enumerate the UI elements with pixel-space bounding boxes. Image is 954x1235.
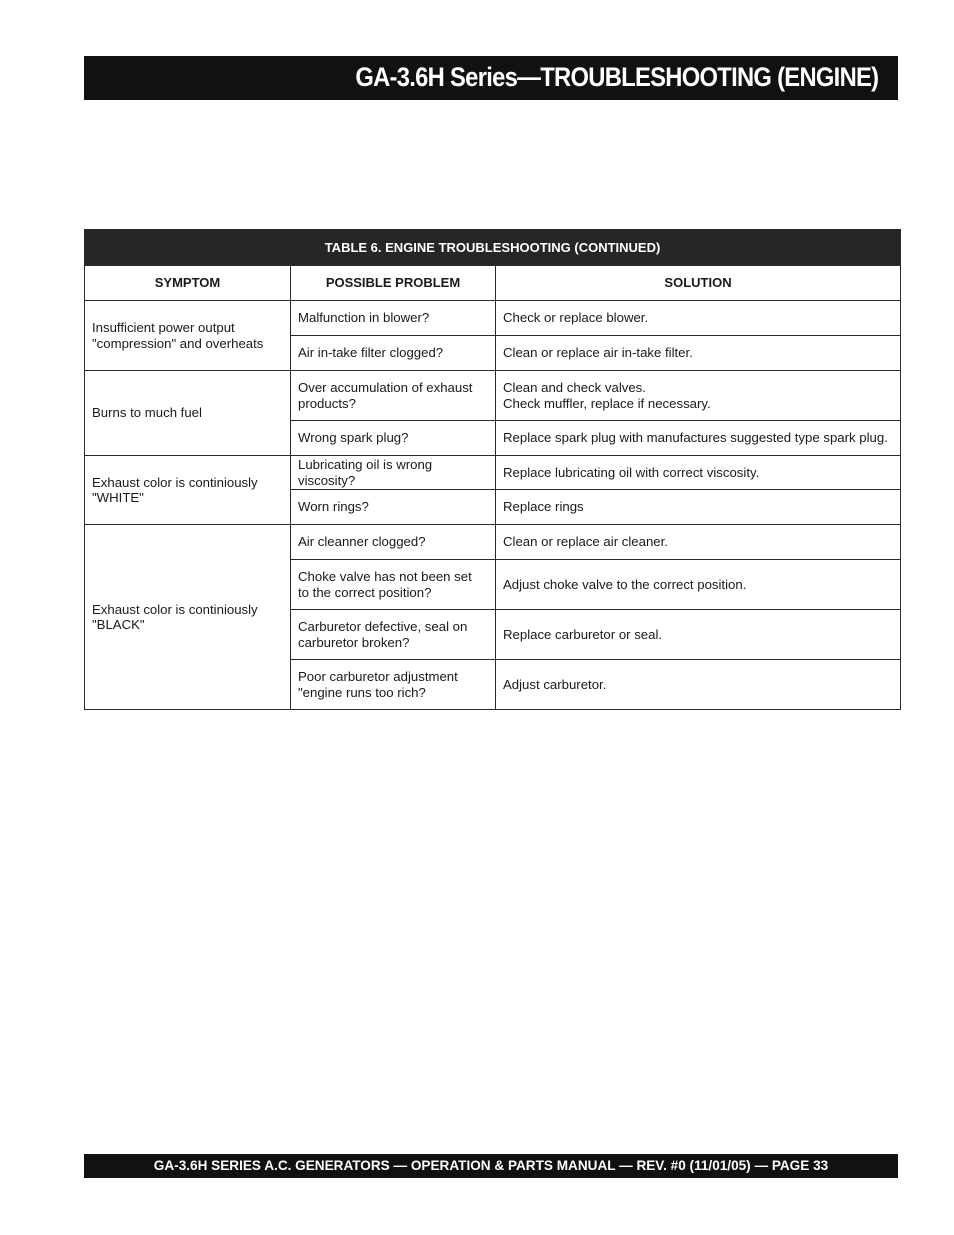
problem-cell	[291, 301, 496, 336]
symptom-cell	[85, 456, 291, 525]
solution-cell	[496, 456, 901, 490]
problem-cell	[291, 421, 496, 456]
symptom-cell	[85, 525, 291, 710]
table-caption: TABLE 6. ENGINE TROUBLESHOOTING (CONTINUED)	[85, 230, 901, 266]
problem-text: "engine runs too rich?	[298, 684, 426, 700]
problem-text: Lubricating oil is wrong	[298, 457, 433, 472]
solution-text: Clean and check valves.	[503, 380, 646, 395]
symptom-text: Burns to much fuel	[92, 405, 202, 421]
symptom-cell	[85, 371, 291, 456]
solution-text: Adjust carburetor.	[503, 676, 607, 692]
engine-troubleshooting-table	[84, 229, 901, 710]
problem-text: products?	[298, 395, 356, 411]
problem-text: Choke valve has not been set	[298, 569, 472, 584]
solution-text: Clean or replace air in-take filter.	[503, 345, 693, 361]
column-header-possible-problem: POSSIBLE PROBLEM	[291, 266, 496, 301]
table-row	[85, 371, 901, 421]
problem-text: Worn rings?	[298, 499, 369, 515]
solution-cell	[496, 525, 901, 560]
problem-cell	[291, 371, 496, 421]
solution-text: Replace lubricating oil with correct viscosity.	[503, 464, 760, 480]
symptom-text: Exhaust color is continiously	[92, 474, 258, 490]
solution-cell	[496, 336, 901, 371]
problem-text: Poor carburetor adjustment	[298, 669, 458, 684]
column-header-solution: SOLUTION	[496, 266, 901, 301]
problem-text: Carburetor defective, seal on	[298, 619, 468, 634]
solution-cell	[496, 560, 901, 610]
problem-text: to the correct position?	[298, 584, 432, 600]
page-footer: GA-3.6H SERIES A.C. GENERATORS — OPERATION & PARTS MANUAL — REV. #0 (11/01/05) — PAGE 33	[153, 1157, 829, 1173]
solution-cell	[496, 610, 901, 660]
column-header-symptom: SYMPTOM	[85, 266, 291, 301]
page-footer-bar	[84, 1154, 898, 1178]
table-caption-row	[85, 230, 901, 266]
solution-cell	[496, 660, 901, 710]
solution-text: Replace spark plug with manufactures suggested type spark plug.	[503, 430, 888, 446]
solution-text: Check or replace blower.	[503, 310, 649, 326]
solution-text: Adjust choke valve to the correct position.	[503, 576, 747, 592]
problem-text: Malfunction in blower?	[298, 310, 430, 326]
problem-text: carburetor broken?	[298, 634, 410, 650]
table-header-row	[85, 266, 901, 301]
problem-cell	[291, 490, 496, 525]
table-row	[85, 456, 901, 490]
symptom-text: Insufficient power output	[92, 320, 235, 335]
problem-text: Air in-take filter clogged?	[298, 345, 444, 361]
symptom-cell	[85, 301, 291, 371]
solution-cell	[496, 371, 901, 421]
solution-text: Replace rings	[503, 499, 584, 515]
solution-cell	[496, 490, 901, 525]
page-title: GA-3.6H Series—TROUBLESHOOTING (ENGINE)	[354, 62, 878, 92]
solution-text: Replace carburetor or seal.	[503, 626, 663, 642]
solution-text: Check muffler, replace if necessary.	[503, 395, 711, 411]
symptom-text: "BLACK"	[92, 617, 145, 632]
problem-cell	[291, 525, 496, 560]
symptom-text: "compression" and overheats	[92, 335, 264, 351]
solution-cell	[496, 301, 901, 336]
problem-cell	[291, 336, 496, 371]
table-row	[85, 525, 901, 560]
symptom-text: Exhaust color is continiously	[92, 601, 258, 617]
solution-cell	[496, 421, 901, 456]
solution-text: Clean or replace air cleaner.	[503, 534, 668, 550]
problem-cell	[291, 456, 496, 490]
symptom-text: "WHITE"	[92, 490, 144, 505]
page-title-bar	[84, 56, 898, 100]
problem-text: Over accumulation of exhaust	[298, 380, 473, 395]
table-row	[85, 301, 901, 336]
problem-text: viscosity?	[298, 472, 356, 488]
problem-cell	[291, 560, 496, 610]
problem-cell	[291, 660, 496, 710]
problem-cell	[291, 610, 496, 660]
problem-text: Wrong spark plug?	[298, 430, 409, 446]
problem-text: Air cleanner clogged?	[298, 534, 426, 550]
